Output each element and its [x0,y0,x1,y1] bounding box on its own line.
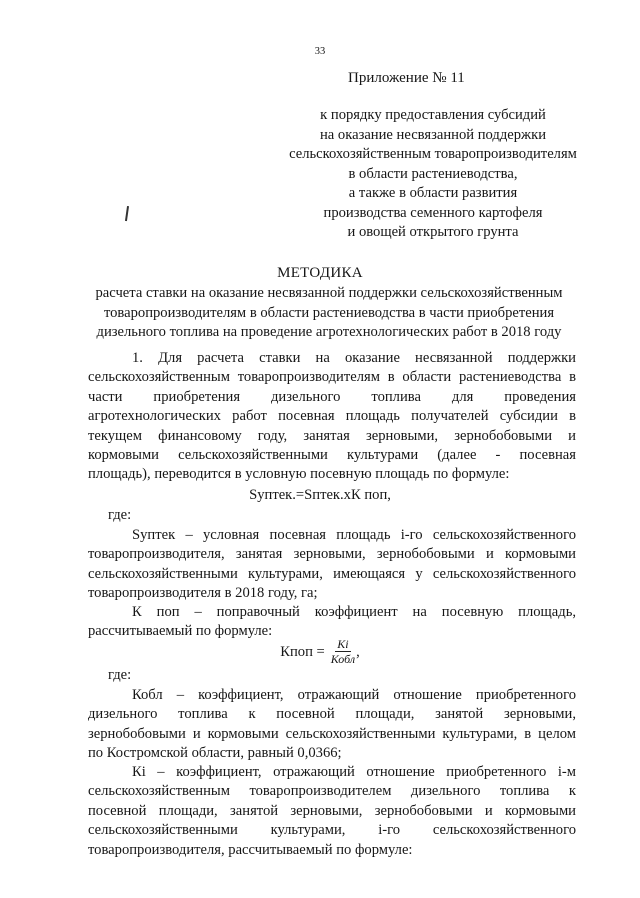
fraction-denominator: Кобл [330,652,356,666]
text-line: площадь), переводится в условную посевную площадь по формуле: [88,466,510,483]
appendix-line: в области растениеводства, [348,165,518,182]
appendix-line: на оказание несвязанной поддержки [319,126,547,143]
text-line: сельскохозяйственным товаропроизводителям в области растениеводства в [88,369,576,386]
formula-lhs: Кпоп = [280,643,325,660]
text-line: текущем финансовому году, занятая зерновыми, зернобобовыми и [88,427,576,444]
paragraph-2 [88,526,576,604]
text-line: товаропроизводителя, рассчитываемый по формуле: [88,841,413,858]
appendix-line: а также в области развития [348,185,518,201]
page-number: 33 [314,46,326,57]
text-line: сельскохозяйственными культурами, i-го сельскохозяйственного [88,822,576,839]
formula-correction-coefficient [0,637,640,667]
paragraph-4 [88,686,576,764]
text-line: части приобретения дизельного топлива для проведения [88,388,576,405]
formula-fraction [331,637,355,667]
appendix-line: и овощей открытого грунта [347,224,519,240]
where-label: где: [108,667,132,683]
text-line: агротехнологических работ посевная площадь получателей субсидии в [88,408,576,425]
text-line: рассчитываемый по формуле: [88,623,273,640]
text-line: сельскохозяйственным товаропроизводителем дизельного топлива к [88,783,576,800]
text-line: товаропроизводителя, занятая зерновыми, зернобобовыми и кормовыми [88,546,576,563]
text-line: 1. Для расчета ставки на оказание несвязанной поддержки [132,350,576,366]
appendix-subtitle [268,106,598,243]
text-line: товаропроизводителя в 2018 году, га; [88,585,318,602]
text-line: по Костромской области, равный 0,0366; [88,745,342,762]
appendix-line: производства семенного картофеля [323,204,543,221]
scan-mark [125,206,129,221]
text-line: Sуптек – условная посевная площадь i-го сельскохозяйственного [132,527,576,543]
text-line: Кобл – коэффициент, отражающий отношение приобретенного [132,687,576,703]
document-subtitle [84,284,574,343]
paragraph-5 [88,763,576,860]
text-line: посевной площади, занятой зерновыми, зернобобовыми и кормовыми [88,802,576,819]
paragraph-1 [88,349,576,485]
document-title: МЕТОДИКА [277,265,363,281]
appendix-title: Приложение № 11 [348,70,465,86]
text-line: дизельного топлива к посевной площади, занятой зерновыми, [88,706,576,723]
text-line: сельскохозяйственными культурами, имеющаяся у сельскохозяйственного [88,565,576,582]
subtitle-line: дизельного топлива на проведение агротехнологических работ в 2018 году [96,324,562,340]
subtitle-line: расчета ставки на оказание несвязанной поддержки сельскохозяйственным [95,285,563,301]
text-line: кормовыми сельскохозяйственными культурами (далее - посевная [88,447,576,464]
text-line: Кi – коэффициент, отражающий отношение приобретенного i-м [132,764,576,780]
formula-conditional-area: Sуптек.=Sптек.хК поп, [249,487,391,503]
appendix-line: сельскохозяйственным товаропроизводителям [289,146,577,162]
text-line: К поп – поправочный коэффициент на посевную площадь, [132,604,576,620]
text-line: зернобобовыми и кормовыми сельскохозяйственными культурами, в целом [88,725,576,742]
fraction-numerator: Кi [337,637,349,651]
subtitle-line: товаропроизводителям в области растениеводства в части приобретения [103,304,555,321]
formula-tail: , [356,643,360,660]
appendix-line: к порядку предоставления субсидий [320,107,546,123]
paragraph-3 [88,603,576,642]
where-label: где: [108,507,132,523]
